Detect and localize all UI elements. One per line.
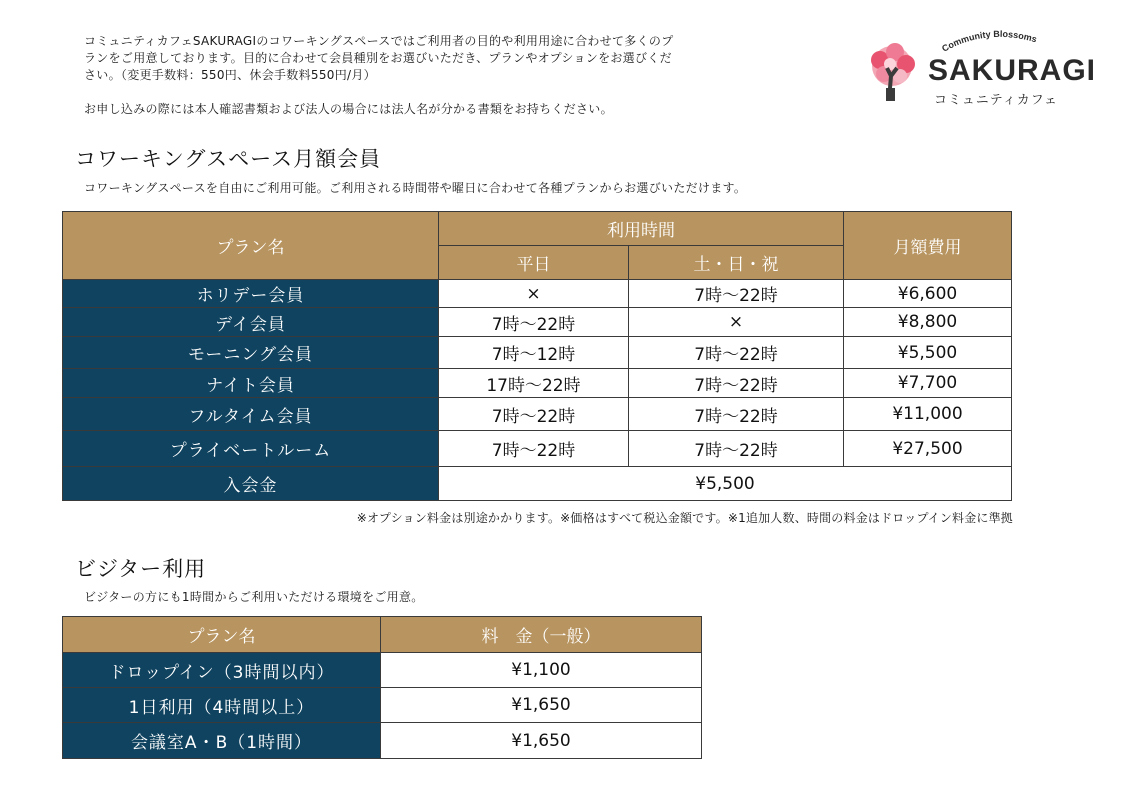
blossom-tree-icon bbox=[871, 43, 915, 101]
enrollment-fee: ¥5,500 bbox=[439, 467, 1012, 501]
table-row bbox=[63, 653, 702, 688]
table-row bbox=[63, 398, 1012, 431]
logo-brand: SAKURAGI bbox=[928, 54, 1097, 87]
enrollment-label: 入会金 bbox=[63, 467, 439, 501]
header-weekend: 土・日・祝 bbox=[629, 246, 844, 280]
visitor-plan-table bbox=[62, 616, 702, 759]
plan-name: フルタイム会員 bbox=[63, 398, 439, 431]
monthly-fee: ¥27,500 bbox=[844, 431, 1012, 467]
visitor-desc: ビジターの方にも1時間からご利用いただける環境をご用意。 bbox=[84, 590, 424, 604]
weekday-hours: 17時～22時 bbox=[439, 369, 629, 398]
monthly-fee: ¥6,600 bbox=[844, 280, 1012, 308]
visitor-header-plan: プラン名 bbox=[63, 617, 381, 653]
weekday-hours: 7時～22時 bbox=[439, 398, 629, 431]
monthly-fee: ¥11,000 bbox=[844, 398, 1012, 431]
visitor-fee: ¥1,650 bbox=[381, 723, 702, 759]
weekday-hours: × bbox=[439, 280, 629, 308]
visitor-plan-name: ドロップイン（3時間以内） bbox=[63, 653, 381, 688]
table-row bbox=[63, 723, 702, 759]
sakuragi-logo bbox=[862, 28, 1097, 108]
weekend-hours: 7時～22時 bbox=[629, 280, 844, 308]
visitor-fee: ¥1,650 bbox=[381, 688, 702, 723]
weekday-hours: 7時～12時 bbox=[439, 337, 629, 369]
weekend-hours: 7時～22時 bbox=[629, 369, 844, 398]
monthly-plan-table bbox=[62, 211, 1012, 501]
visitor-plan-name: 会議室A・B（1時間） bbox=[63, 723, 381, 759]
weekend-hours: 7時～22時 bbox=[629, 337, 844, 369]
header-monthly-fee: 月額費用 bbox=[844, 212, 1012, 280]
table-row bbox=[63, 308, 1012, 337]
weekday-hours: 7時～22時 bbox=[439, 308, 629, 337]
visitor-title: ビジター利用 bbox=[75, 557, 207, 581]
monthly-fee: ¥8,800 bbox=[844, 308, 1012, 337]
visitor-plan-name: 1日利用（4時間以上） bbox=[63, 688, 381, 723]
intro-line-2: ランをご用意しております。目的に合わせて会員種別をお選びいただき、プランやオプションをお選びくだ bbox=[84, 51, 672, 65]
logo-subtitle: コミュニティカフェ bbox=[934, 93, 1059, 108]
intro-line-3: さい。（変更手数料：550円、休会手数料550円/月） bbox=[84, 68, 376, 82]
monthly-desc: コワーキングスペースを自由にご利用可能。ご利用される時間帯や曜日に合わせて各種プランからお選びいただけます。 bbox=[84, 181, 747, 195]
table-row bbox=[63, 280, 1012, 308]
weekend-hours: 7時～22時 bbox=[629, 398, 844, 431]
visitor-fee: ¥1,100 bbox=[381, 653, 702, 688]
plan-name: プライベートルーム bbox=[63, 431, 439, 467]
intro-text bbox=[84, 33, 764, 118]
weekend-hours: × bbox=[629, 308, 844, 337]
table-row bbox=[63, 431, 1012, 467]
logo-arc-text: Community Blossoms bbox=[940, 28, 1038, 54]
plan-name: ホリデー会員 bbox=[63, 280, 439, 308]
weekday-hours: 7時～22時 bbox=[439, 431, 629, 467]
plan-name: デイ会員 bbox=[63, 308, 439, 337]
monthly-footnote: ※オプション料金は別途かかります。※価格はすべて税込金額です。※1追加人数、時間の料金はドロップイン料金に準拠 bbox=[356, 511, 1013, 525]
table-row bbox=[63, 369, 1012, 398]
header-usage-time: 利用時間 bbox=[439, 212, 844, 246]
monthly-fee: ¥5,500 bbox=[844, 337, 1012, 369]
plan-name: ナイト会員 bbox=[63, 369, 439, 398]
visitor-header-fee: 料 金（一般） bbox=[381, 617, 702, 653]
header-weekday: 平日 bbox=[439, 246, 629, 280]
weekend-hours: 7時～22時 bbox=[629, 431, 844, 467]
plan-name: モーニング会員 bbox=[63, 337, 439, 369]
monthly-fee: ¥7,700 bbox=[844, 369, 1012, 398]
monthly-title: コワーキングスペース月額会員 bbox=[75, 147, 382, 171]
header-plan-name: プラン名 bbox=[63, 212, 439, 280]
intro-note: お申し込みの際には本人確認書類および法人の場合には法人名が分かる書類をお持ちください。 bbox=[84, 102, 613, 116]
table-row bbox=[63, 688, 702, 723]
intro-line-1: コミュニティカフェSAKURAGIのコワーキングスペースではご利用者の目的や利用用途に合わせて多くのプ bbox=[84, 34, 674, 48]
table-row-enrollment bbox=[63, 467, 1012, 501]
table-row bbox=[63, 337, 1012, 369]
